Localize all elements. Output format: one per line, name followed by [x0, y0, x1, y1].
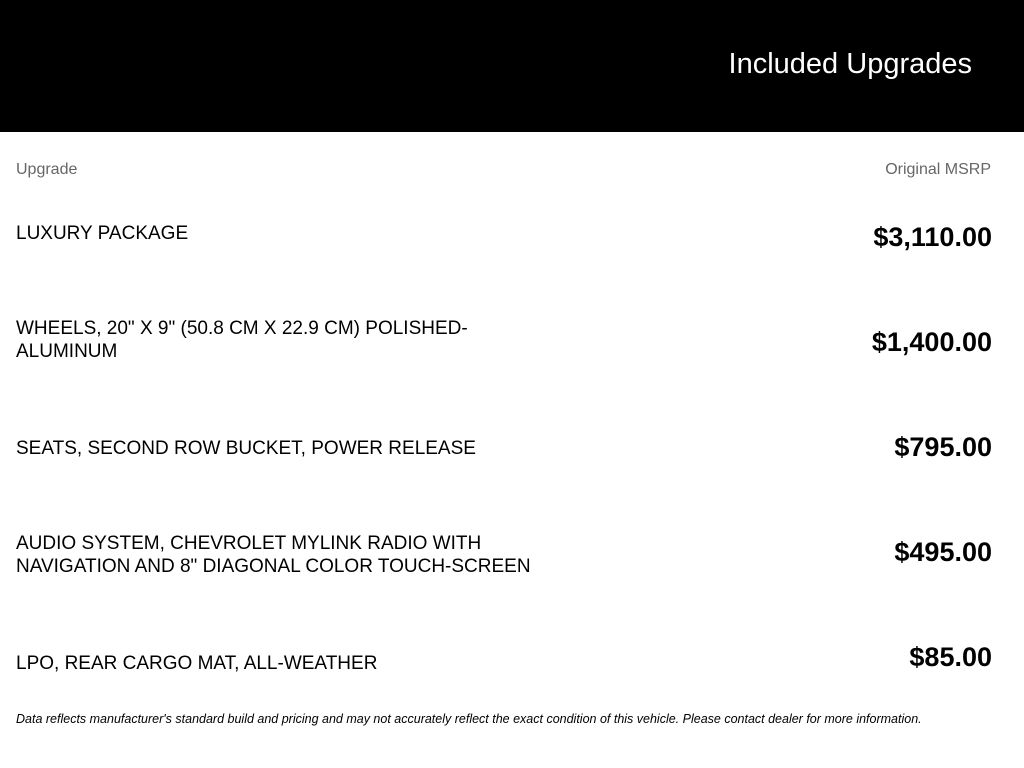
upgrade-row [0, 642, 1024, 712]
upgrade-name: LPO, REAR CARGO MAT, ALL-WEATHER [16, 653, 378, 674]
upgrade-name: SEATS, SECOND ROW BUCKET, POWER RELEASE [16, 438, 476, 459]
upgrade-price: $1,400.00 [871, 327, 992, 357]
upgrade-price: $495.00 [894, 537, 992, 567]
upgrade-name: WHEELS, 20" X 9" (50.8 CM X 22.9 CM) POLISHED-ALUMINUM [16, 318, 468, 362]
column-header-msrp: Original MSRP [885, 161, 991, 178]
upgrade-row [0, 222, 1024, 282]
upgrade-price: $3,110.00 [873, 222, 992, 252]
upgrade-price: $85.00 [909, 642, 992, 672]
disclaimer-text: Data reflects manufacturer's standard build and pricing and may not accurately reflect the exact condition of this vehicle. Please contact dealer for more information. [16, 712, 922, 726]
upgrade-row [0, 532, 1024, 592]
upgrade-price: $795.00 [894, 432, 992, 462]
page-header [0, 0, 1024, 132]
column-header-upgrade: Upgrade [16, 161, 78, 178]
page-title: Included Upgrades [728, 48, 972, 80]
upgrade-row [0, 432, 1024, 497]
upgrade-name: LUXURY PACKAGE [16, 223, 189, 244]
upgrade-name: AUDIO SYSTEM, CHEVROLET MYLINK RADIO WITH NAVIGATION AND 8" DIAGONAL COLOR TOUCH-SCREEN [16, 533, 531, 577]
upgrade-row [0, 317, 1024, 377]
